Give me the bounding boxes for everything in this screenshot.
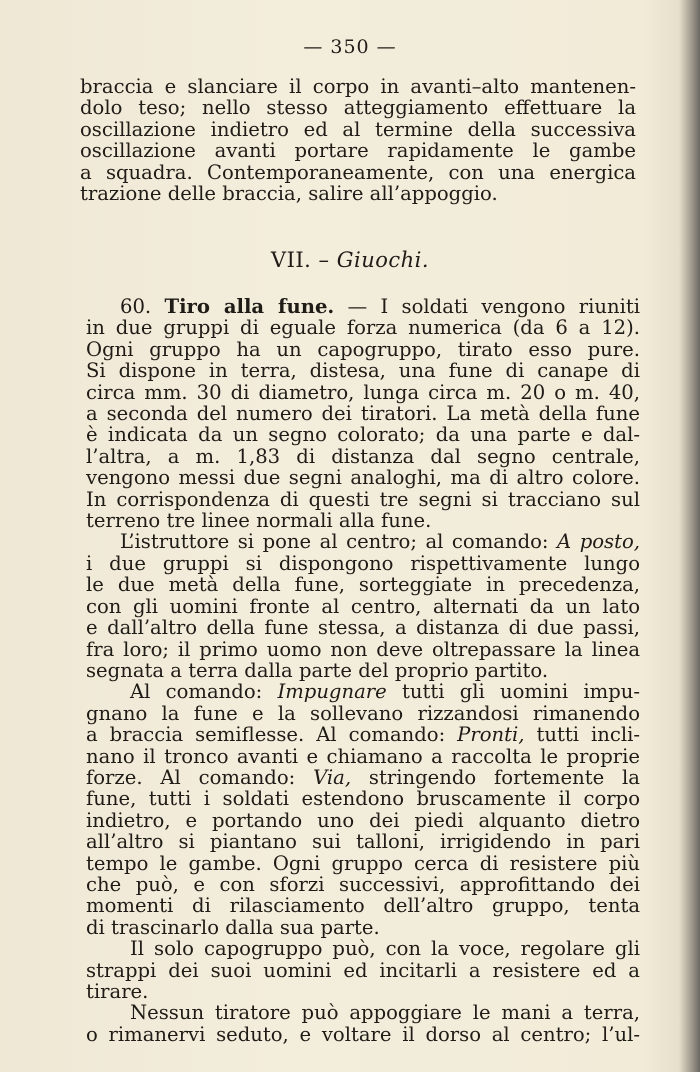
- text-line: terreno tre linee normali alla fune.: [86, 509, 432, 533]
- command-word: Via,: [313, 765, 352, 789]
- paragraph-heading: Tiro alla fune.: [164, 295, 335, 318]
- text-line: Il solo capogruppo può, con la voce, regolare gli: [130, 937, 640, 961]
- text-line: di trascinarlo dalla sua parte.: [86, 915, 380, 939]
- text-fragment: tutti incli-: [536, 723, 640, 747]
- text-line: all’altro si piantano sui talloni, irrigidendo in pari: [86, 830, 640, 854]
- section-title: Giuochi.: [336, 248, 430, 272]
- text-line: [86, 767, 640, 788]
- text-fragment: forze. Al comando:: [86, 765, 296, 789]
- section-number: VII. –: [270, 248, 330, 272]
- text-line: oscillazione indietro ed al termine della successiva: [80, 117, 636, 141]
- text-line: strappi dei suoi uomini ed incitarli a resistere ed a: [86, 958, 640, 982]
- text-line: che può, e con sforzi successivi, approfittando dei: [86, 872, 640, 896]
- text-fragment: Al comando:: [130, 680, 263, 704]
- command-word: A posto,: [557, 530, 640, 554]
- text-fragment: L’istruttore si pone al centro; al comando:: [120, 530, 549, 554]
- text-line: tirare.: [86, 980, 149, 1003]
- text-line: a squadra. Contemporaneamente, con una energica: [80, 160, 636, 184]
- text-line: gnano la fune e la sollevano rizzandosi rimanendo: [86, 701, 640, 725]
- command-word: Pronti,: [457, 723, 525, 747]
- text-line: [86, 531, 640, 552]
- text-line: oscillazione avanti portare rapidamente le gambe: [80, 139, 636, 163]
- text-line: Si dispone in terra, distesa, una fune di canape di: [86, 359, 640, 383]
- text-line: indietro, e portando uno dei piedi alquanto dietro: [86, 808, 640, 832]
- text-line: e dall’altro della fune stessa, a distanza di due passi,: [86, 616, 640, 640]
- text-line: In corrispondenza di questi tre segni si tracciano sul: [86, 487, 640, 511]
- text-line: circa mm. 30 di diametro, lunga circa m. 20 o m. 40,: [86, 380, 640, 404]
- text-line: segnata a terra dalla parte del proprio partito.: [86, 658, 549, 682]
- text-line: a seconda del numero dei tiratori. La metà della fune: [86, 402, 640, 426]
- text-fragment: tutti gli uomini impu-: [401, 680, 640, 704]
- text-line: braccia e slanciare il corpo in avanti–alto mantenen-: [80, 75, 636, 98]
- text-line: o rimanervi seduto, e voltare il dorso al centro; l’ul-: [86, 1022, 640, 1046]
- text-line: i due gruppi si dispongono rispettivamente lungo: [86, 551, 640, 575]
- text-line: è indicata da un segno colorato; da una parte e dal-: [86, 423, 640, 447]
- main-text: [86, 296, 640, 1045]
- text-line: tempo le gambe. Ogni gruppo cerca di resistere più: [86, 851, 640, 875]
- text-line: l’altra, a m. 1,83 di distanza dal segno centrale,: [86, 444, 640, 468]
- page-number: — 350 —: [303, 36, 397, 58]
- text-line: Ogni gruppo ha un capogruppo, tirato esso pure.: [86, 337, 640, 361]
- text-line: vengono messi due segni analoghi, ma di altro colore.: [86, 466, 640, 490]
- text-line: nano il tronco avanti e chiamano a raccolta le proprie: [86, 744, 640, 768]
- text-line: trazione delle braccia, salire all’appoggio.: [80, 182, 498, 206]
- text-line: momenti di rilasciamento dell’altro gruppo, tenta: [86, 894, 640, 918]
- text-fragment: a braccia semiflesse. Al comando:: [86, 723, 446, 747]
- text-line: le due metà della fune, sorteggiate in precedenza,: [86, 573, 640, 597]
- paragraph-heading-line: [86, 296, 640, 317]
- text-fragment: — I soldati vengono riuniti: [347, 295, 641, 318]
- text-line: [86, 724, 640, 745]
- command-word: Impugnare: [277, 680, 387, 704]
- section-heading: [0, 248, 700, 272]
- paragraph-number: 60.: [120, 295, 152, 318]
- text-line: Nessun tiratore può appoggiare le mani a terra,: [130, 1001, 640, 1025]
- intro-paragraph: [80, 76, 636, 204]
- text-line: fune, tutti i soldati estendono bruscamente il corpo: [86, 787, 640, 811]
- text-line: fra loro; il primo uomo non deve oltrepassare la linea: [86, 637, 640, 661]
- text-line: dolo teso; nello stesso atteggiamento effettuare la: [80, 96, 636, 120]
- text-line: con gli uomini fronte al centro, alternati da un lato: [86, 594, 640, 618]
- text-line: [86, 681, 640, 702]
- text-line: in due gruppi di eguale forza numerica (da 6 a 12).: [86, 316, 640, 340]
- text-fragment: stringendo fortemente la: [368, 765, 640, 789]
